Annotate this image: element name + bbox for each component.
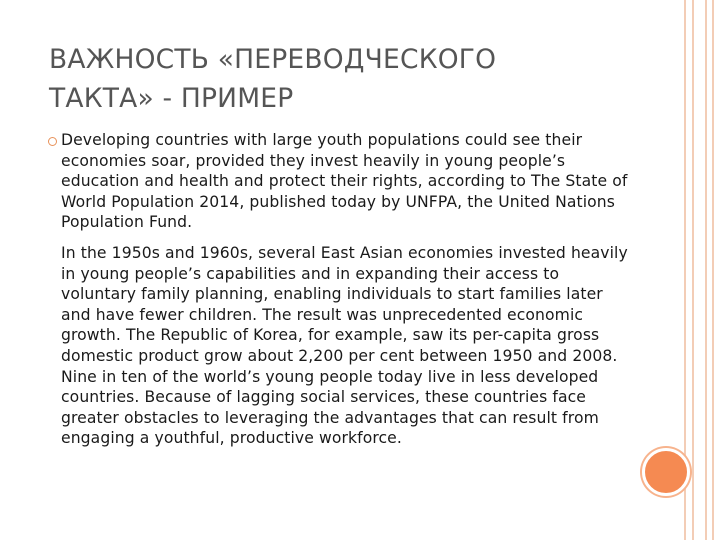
bullet-icon	[48, 137, 57, 146]
body-paragraph-2: In the 1950s and 1960s, several East Asian economies invested heavily in young people’s capabilities and in expanding their access to voluntary family planning, enabling individuals to start families later and have fewer children. The result was unprecedented economic growth. The Republic of Korea, for example, saw its per-capita gross domestic product grow about 2,200 per cent between 1950 and 2008. Nine in ten of the world’s young people today live in less developed countries. Because of lagging social services, these countries face greater obstacles to leveraging the advantages that can result from engaging a youthful, productive workforce.	[61, 244, 628, 448]
border-line	[712, 0, 714, 540]
border-line	[692, 0, 694, 540]
decorative-circle	[642, 448, 690, 496]
slide-title: ВАЖНОСТЬ «ПЕРЕВОДЧЕСКОГО ТАКТА» - ПРИМЕР	[49, 44, 497, 114]
border-line	[705, 0, 707, 540]
body-paragraph-1: Developing countries with large youth populations could see their economies soar, provided they invest heavily in young people’s education and health and protect their rights, according to The State of World Population 2014, published today by UNFPA, the United Nations Population Fund.	[61, 131, 628, 232]
